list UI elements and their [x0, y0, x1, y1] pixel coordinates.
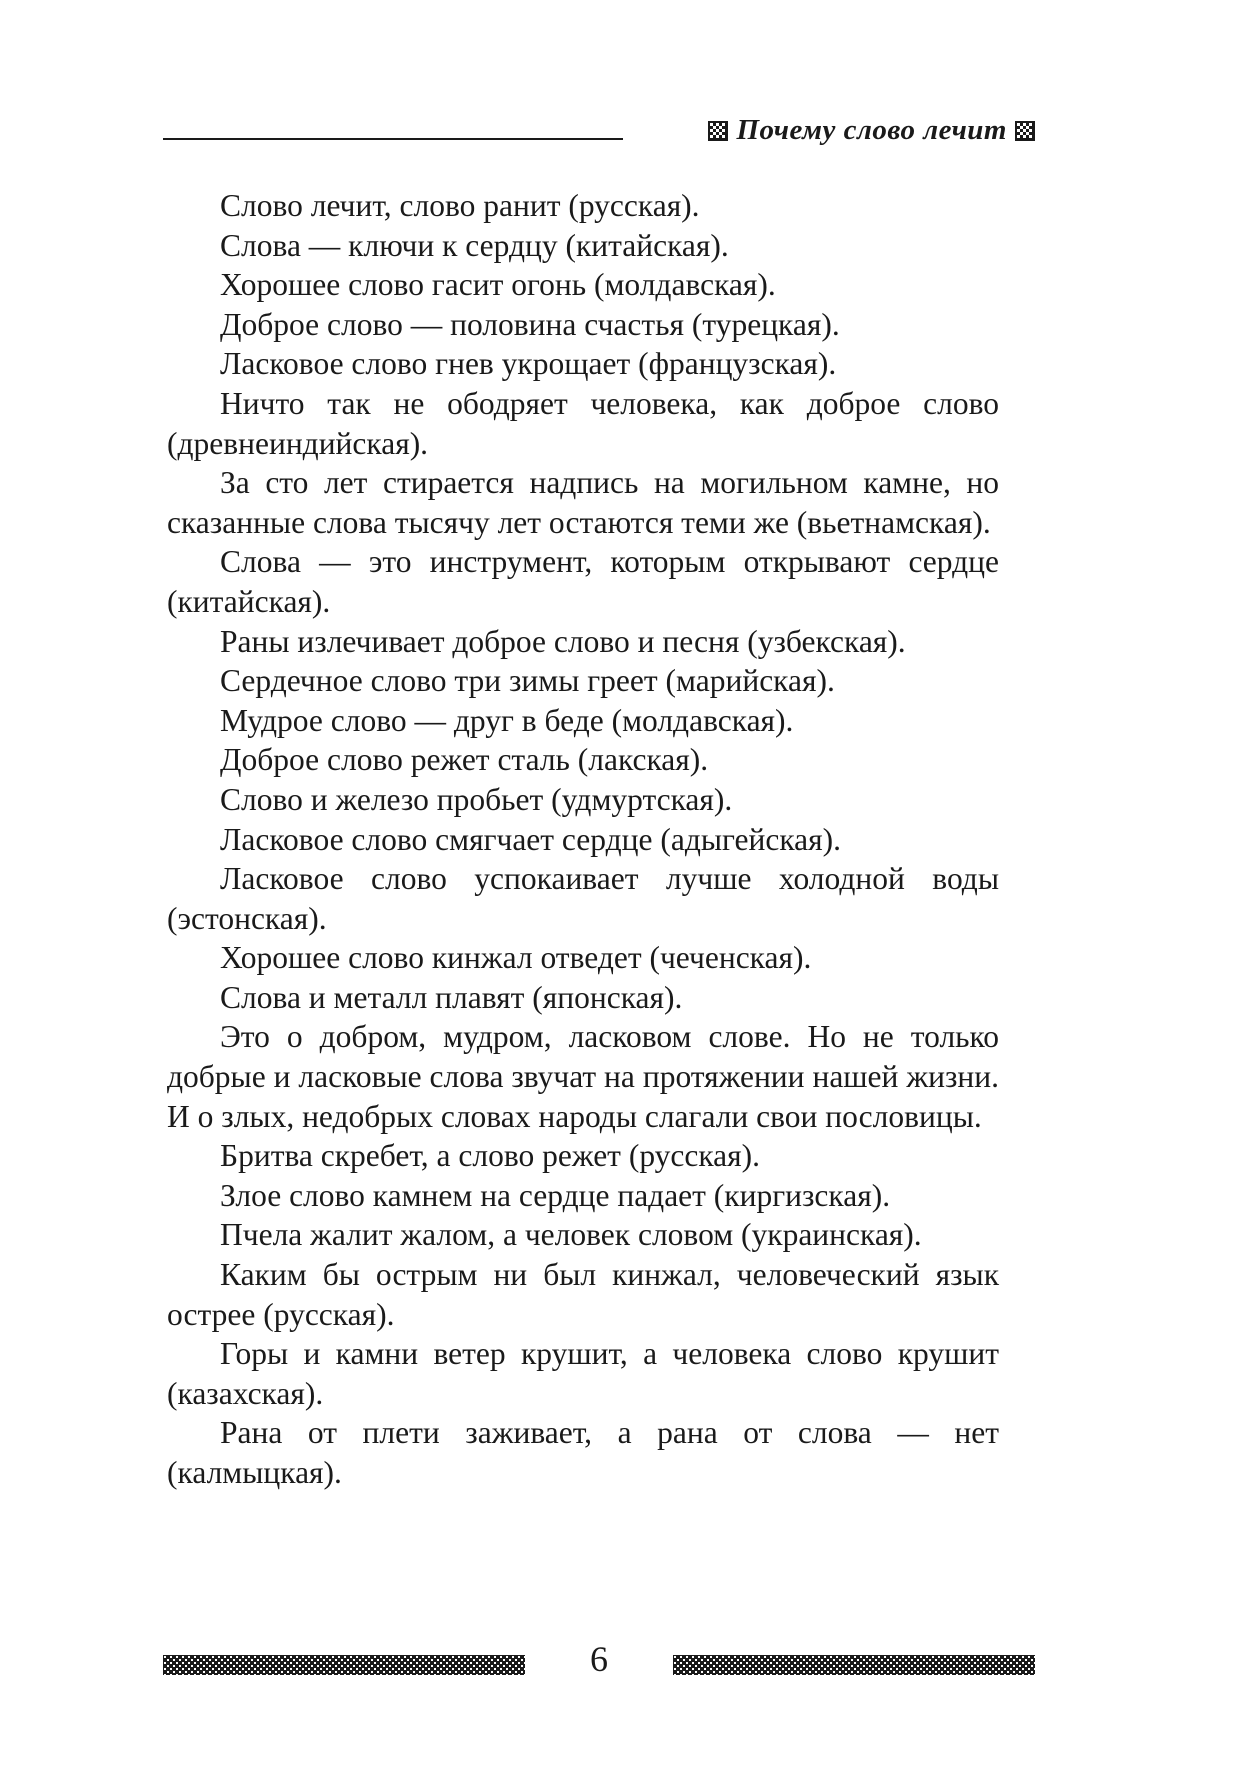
header-rule — [163, 138, 623, 140]
body-text — [167, 186, 999, 1493]
proverb-paragraph: Слова — это инструмент, которым открывают сердце (китайская). — [167, 544, 999, 619]
checkered-square-left-icon — [708, 121, 728, 141]
header-title-group — [708, 114, 1035, 147]
proverb-paragraph: Слово лечит, слово ранит (русская). — [220, 188, 700, 223]
proverb-paragraph: Сердечное слово три зимы греет (марийская). — [220, 663, 835, 699]
commentary-paragraph: Это о добром, мудром, ласковом слове. Но не только добрые и ласковые слова звучат на протяжении нашей жизни. И о злых, недобрых словах народы слагали свои пословицы. — [167, 1019, 999, 1134]
proverb-paragraph: Каким бы острым ни был кинжал, человеческий язык острее (русская). — [167, 1257, 999, 1332]
proverb-paragraph: Рана от плети заживает, а рана от слова — нет (калмыцкая). — [167, 1415, 999, 1490]
proverb-paragraph: Раны излечивает доброе слово и песня (узбекская). — [220, 623, 906, 659]
proverb-paragraph: Мудрое слово — друг в беде (молдавская). — [220, 702, 794, 738]
proverb-paragraph: Горы и камни ветер крушит, а человека слово крушит (казахская). — [167, 1336, 999, 1411]
proverb-paragraph: Хорошее слово кинжал отведет (чеченская). — [220, 940, 812, 976]
header-title: Почему слово лечит — [736, 114, 1007, 146]
proverb-paragraph: Ничто так не ободряет человека, как доброе слово (древнеиндийская). — [167, 385, 999, 461]
proverb-paragraph: Ласковое слово успокаивает лучше холодной воды (эстонская). — [167, 861, 999, 936]
proverb-paragraph: Пчела жалит жалом, а человек словом (украинская). — [220, 1217, 922, 1253]
running-header — [163, 108, 1035, 148]
page-footer — [163, 1635, 1035, 1695]
proverb-paragraph: Доброе слово режет сталь (лакская). — [220, 742, 709, 778]
proverb-paragraph: Слова — ключи к сердцу (китайская). — [220, 227, 729, 263]
checkered-square-right-icon — [1015, 121, 1035, 141]
proverb-paragraph: Слова и металл плавят (японская). — [220, 979, 683, 1015]
proverb-paragraph: Хорошее слово гасит огонь (молдавская). — [220, 267, 776, 303]
proverb-paragraph: Злое слово камнем на сердце падает (киргизская). — [220, 1177, 891, 1213]
proverb-paragraph: Бритва скребет, а слово режет (русская). — [220, 1138, 761, 1174]
checkered-band-right-icon — [673, 1655, 1035, 1675]
page-number: 6 — [590, 1639, 608, 1679]
proverb-paragraph: За сто лет стирается надпись на могильном камне, но сказанные слова тысячу лет остаются теми же (вьетнамская). — [167, 465, 999, 540]
proverb-paragraph: Ласковое слово гнев укрощает (французская). — [220, 346, 837, 382]
proverb-paragraph: Доброе слово — половина счастья (турецкая). — [220, 306, 840, 342]
proverb-paragraph: Слово и железо пробьет (удмуртская). — [220, 781, 733, 817]
proverb-paragraph: Ласковое слово смягчает сердце (адыгейская). — [220, 821, 842, 857]
